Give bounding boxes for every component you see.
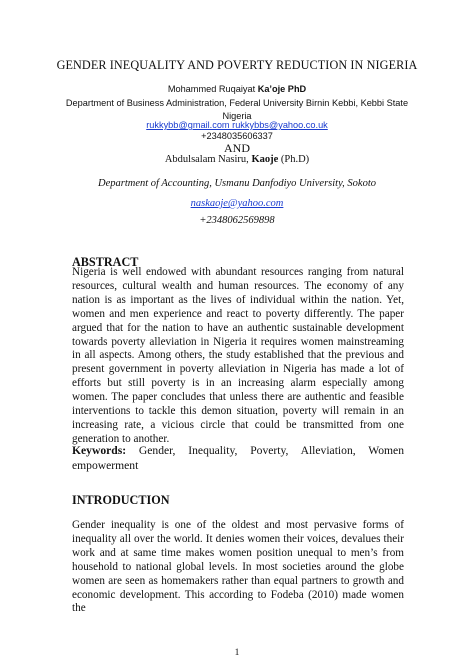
keywords-label: Keywords: <box>72 444 127 457</box>
author-2 <box>60 154 414 165</box>
email-links-1[interactable]: rukkybb@gmail.com rukkybbs@yahoo.co.uk <box>146 120 328 130</box>
abstract-heading: ABSTRACT <box>72 255 139 269</box>
author-1-surname: Ka’oje PhD <box>257 84 307 94</box>
author-2-suffix: (Ph.D) <box>278 154 310 165</box>
keywords-list: Gender, Inequality, Poverty, Alleviation, Women empowerment <box>72 444 404 472</box>
author-2-name: Abdulsalam Nasiru, <box>164 154 252 165</box>
email-2 <box>60 198 414 209</box>
introduction-text: Gender inequality is one of the oldest and most pervasive forms of inequality all over the world. It denies women their voices, devalues their work and at same time makes women position unequal to men’s from household to national global levels. In most societies around the globe women are seen as homemakers rather than equal partners to growth and economic development. This according to Fodeba (2010) made women the <box>72 519 404 615</box>
abstract-text: Nigeria is well endowed with abundant resources ranging from natural resources, cultural wealth and human resources. The economy of any nation is as important as the lives of individual within the nation. Yet, women and men experience and react to poverty differently. The paper argued that for the nation to have an authentic sustainable development towards poverty alleviation in Nigeria it requires women mainstreaming in all aspects. Among others, the study established that the previous and present government in poverty alleviation in Nigeria has made a lot of efforts but still poverty is in an increasing alarm especially among women. The paper concludes that unless there are authentic and feasible interventions to tackle this demon situation, poverty will remain in an increasing rate, a vicious circle that could be transmitted from one generation to another. <box>72 266 404 445</box>
keywords <box>72 443 404 473</box>
affiliation-1: Department of Business Administration, Federal University Birnin Kebbi, Kebbi State Nigeria <box>65 98 409 121</box>
author-1-name: Mohammed Ruqaiyat <box>167 84 258 94</box>
phone-2: +2348062569898 <box>199 215 275 226</box>
affiliation-2: Department of Accounting, Usmanu Danfodiyo University, Sokoto <box>97 178 377 189</box>
email-link-2[interactable]: naskaoje@yahoo.com <box>190 198 284 209</box>
paper-title: GENDER INEQUALITY AND POVERTY REDUCTION IN NIGERIA <box>56 58 418 72</box>
author-2-surname: Kaoje <box>251 154 279 165</box>
phone-1: +2348035606337 <box>201 131 273 141</box>
conjunction: AND <box>224 141 250 155</box>
emails-1 <box>60 120 414 130</box>
introduction-heading: INTRODUCTION <box>72 493 170 507</box>
page-number: 1 <box>234 648 240 658</box>
author-1 <box>60 84 414 94</box>
